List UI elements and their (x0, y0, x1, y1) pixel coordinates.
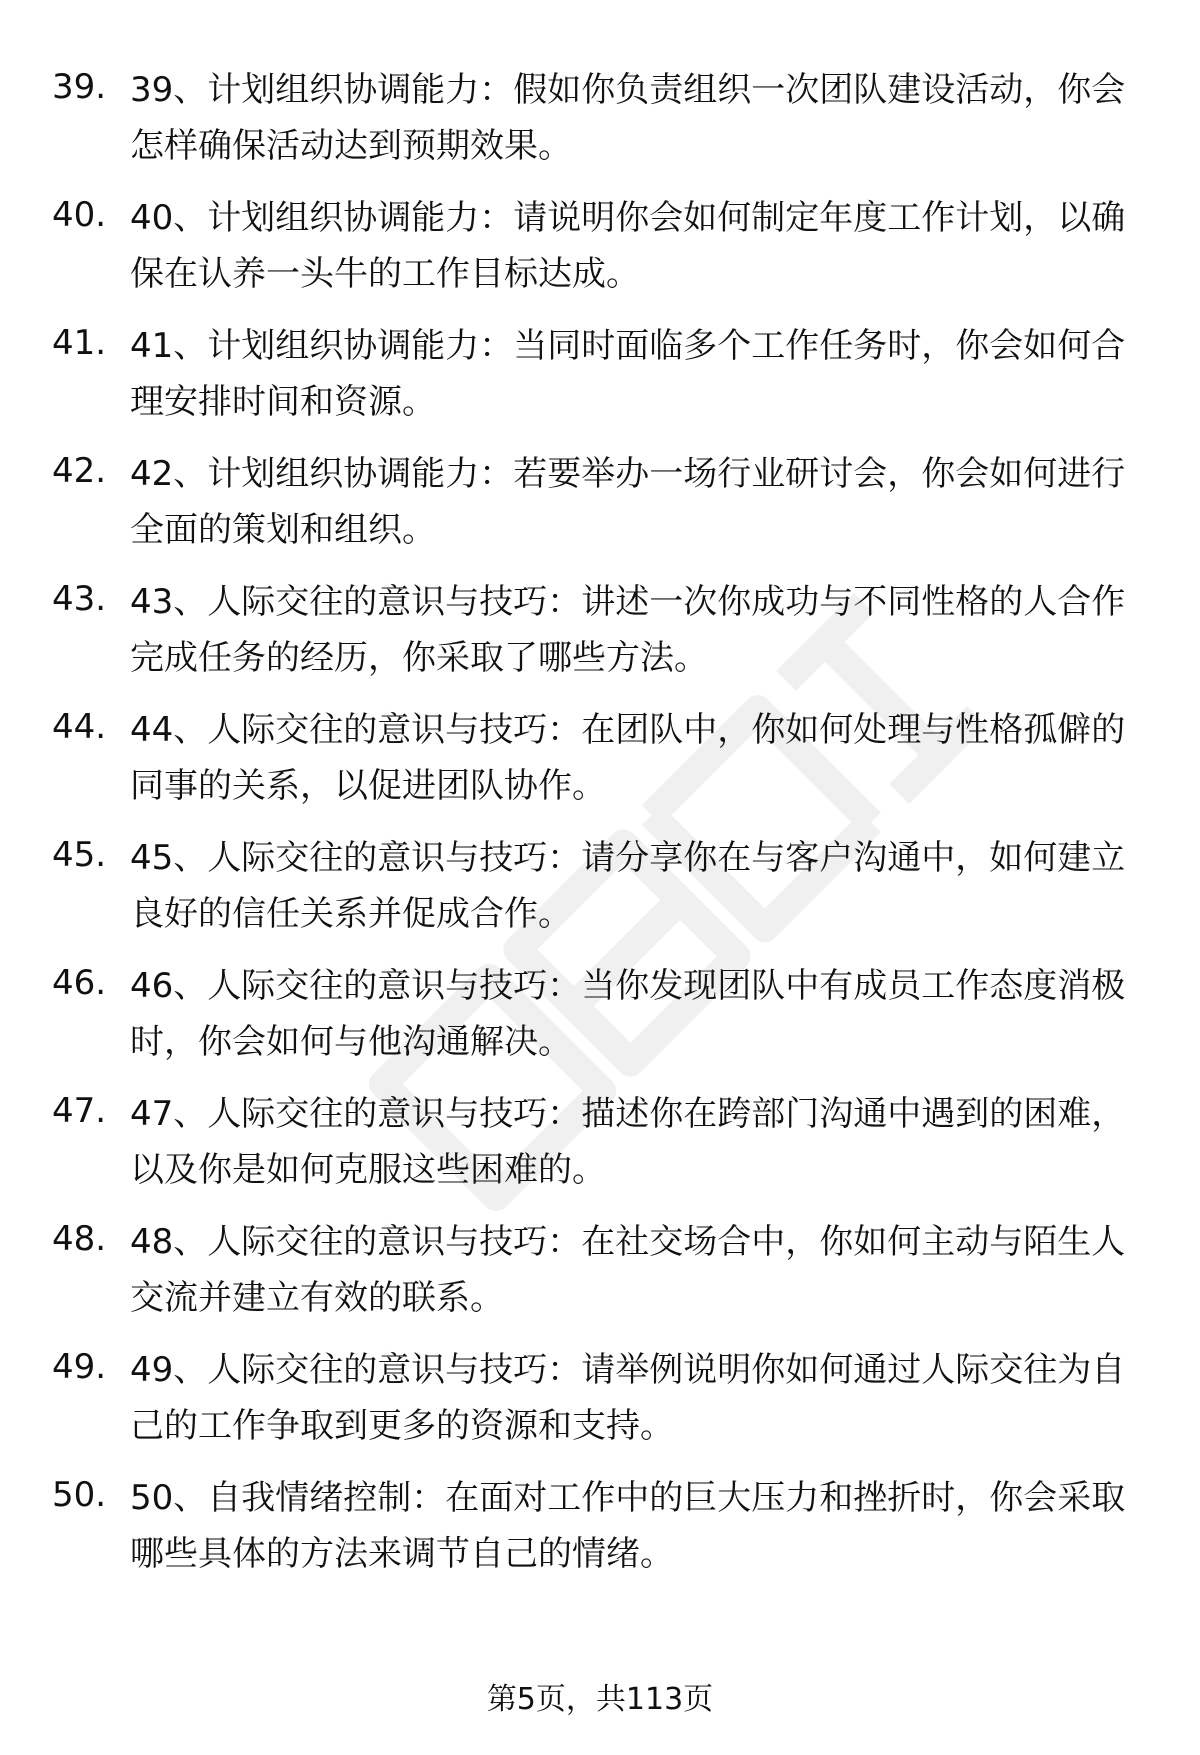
question-number: 40. (52, 195, 107, 235)
question-text: 39、计划组织协调能力：假如你负责组织一次团队建设活动，你会怎样确保活动达到预期效果。 (130, 70, 1126, 166)
question-text: 44、人际交往的意识与技巧：在团队中，你如何处理与性格孤僻的同事的关系，以促进团队协作。 (130, 710, 1126, 806)
question-number: 45. (52, 835, 107, 875)
question-item (0, 1342, 1200, 1468)
question-item (0, 1214, 1200, 1340)
question-number: 41. (52, 323, 107, 363)
question-item (0, 702, 1200, 828)
question-number: 43. (52, 579, 107, 619)
question-number: 49. (52, 1347, 107, 1387)
question-item (0, 446, 1200, 572)
question-item (0, 958, 1200, 1084)
question-text: 49、人际交往的意识与技巧：请举例说明你如何通过人际交往为自己的工作争取到更多的资源和支持。 (130, 1350, 1126, 1446)
question-item (0, 318, 1200, 444)
question-number: 39. (52, 67, 107, 107)
question-item (0, 190, 1200, 316)
question-number: 44. (52, 707, 107, 747)
question-item (0, 574, 1200, 700)
question-number: 50. (52, 1475, 107, 1515)
question-text: 48、人际交往的意识与技巧：在社交场合中，你如何主动与陌生人交流并建立有效的联系。 (130, 1222, 1126, 1318)
question-list (0, 62, 1200, 1598)
question-number: 42. (52, 451, 107, 491)
question-text: 46、人际交往的意识与技巧：当你发现团队中有成员工作态度消极时，你会如何与他沟通解决。 (130, 966, 1126, 1062)
question-text: 43、人际交往的意识与技巧：讲述一次你成功与不同性格的人合作完成任务的经历，你采取了哪些方法。 (130, 582, 1126, 678)
question-item (0, 1086, 1200, 1212)
page-footer (0, 1680, 1200, 1720)
question-text: 40、计划组织协调能力：请说明你会如何制定年度工作计划，以确保在认养一头牛的工作目标达成。 (130, 198, 1126, 294)
question-number: 47. (52, 1091, 107, 1131)
question-number: 48. (52, 1219, 107, 1259)
question-text: 47、人际交往的意识与技巧：描述你在跨部门沟通中遇到的困难，以及你是如何克服这些困难的。 (130, 1094, 1126, 1190)
question-text: 42、计划组织协调能力：若要举办一场行业研讨会，你会如何进行全面的策划和组织。 (130, 454, 1126, 550)
question-item (0, 62, 1200, 188)
page-number-label: 第5页，共113页 (486, 1682, 714, 1717)
question-item (0, 1470, 1200, 1596)
question-text: 45、人际交往的意识与技巧：请分享你在与客户沟通中，如何建立良好的信任关系并促成合作。 (130, 838, 1126, 934)
question-text: 50、自我情绪控制：在面对工作中的巨大压力和挫折时，你会采取哪些具体的方法来调节自己的情绪。 (130, 1478, 1126, 1574)
question-number: 46. (52, 963, 107, 1003)
question-text: 41、计划组织协调能力：当同时面临多个工作任务时，你会如何合理安排时间和资源。 (130, 326, 1126, 422)
question-item (0, 830, 1200, 956)
